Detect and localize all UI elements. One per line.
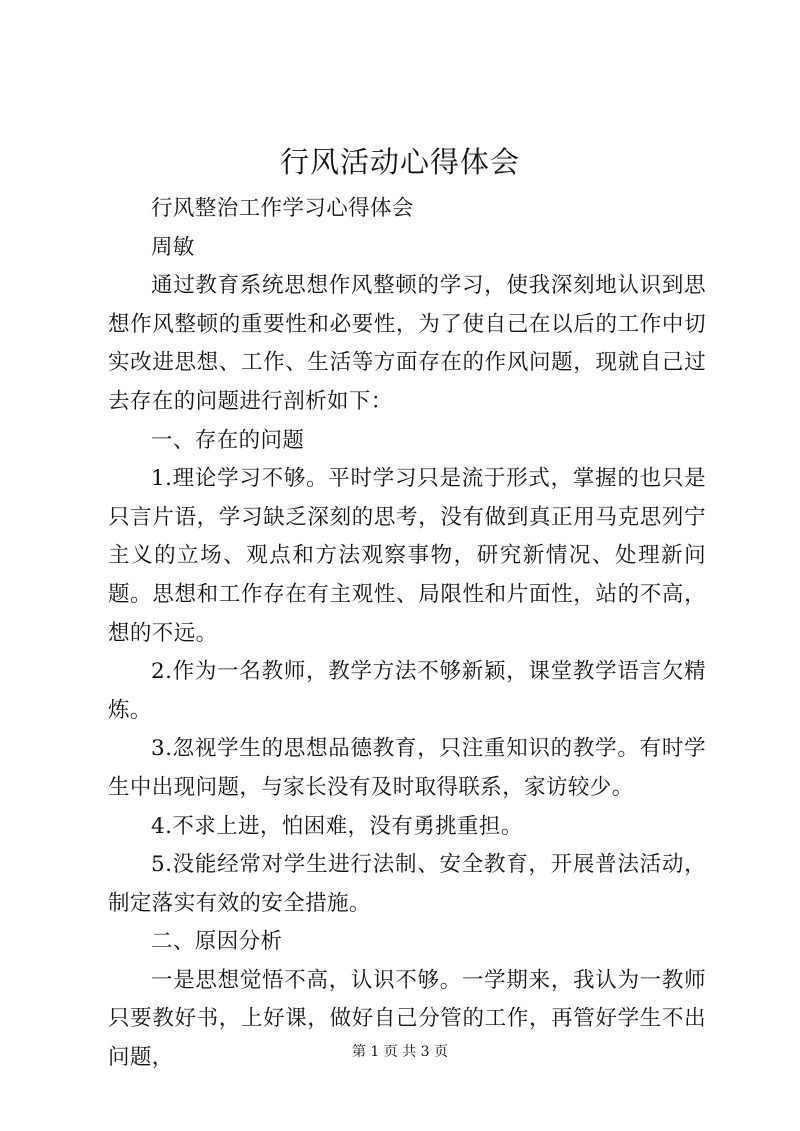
paragraph-cause-1: 一是思想觉悟不高，认识不够。一学期来，我认为一教师只要教好书，上好课，做好自己分管的工作，再管好学生不出问题，: [108, 967, 706, 1071]
paragraph-item-4: 4.不求上进，怕困难，没有勇挑重担。: [151, 813, 523, 839]
paragraph-item-1: 1.理论学习不够。平时学习只是流于形式，掌握的也只是只言片语，学习缺乏深刻的思考，没有做到真正用马克思列宁主义的立场、观点和方法观察事物，研究新情况、处理新问题。思想和工作存在有主观性、局限性和片面性，站的不高，想的不远。: [108, 466, 706, 646]
paragraph-item-3: 3.忽视学生的思想品德教育，只注重知识的教学。有时学生中出现问题，与家长没有及时取得联系，家访较少。: [108, 736, 706, 800]
section-heading-causes: 二、原因分析: [151, 929, 283, 955]
paragraph-item-5: 5.没能经常对学生进行法制、安全教育，开展普法活动，制定落实有效的安全措施。: [108, 852, 706, 916]
document-body: [108, 190, 706, 1078]
paragraph-intro: 通过教育系统思想作风整顿的学习，使我深刻地认识到思想作风整顿的重要性和必要性，为了使自己在以后的工作中切实改进思想、工作、生活等方面存在的作风问题，现就自己过去存在的问题进行剖析如下：: [108, 273, 706, 414]
page-title: 行风活动心得体会: [279, 145, 520, 179]
paragraph-item-2: 2.作为一名教师，教学方法不够新颖，课堂教学语言欠精炼。: [108, 659, 706, 723]
section-heading-problems: 一、存在的问题: [151, 427, 305, 453]
subtitle: 行风整治工作学习心得体会: [151, 196, 414, 221]
author-name: 周敏: [151, 234, 195, 260]
page-footer: 第 1 页 共 3 页: [351, 1044, 449, 1060]
